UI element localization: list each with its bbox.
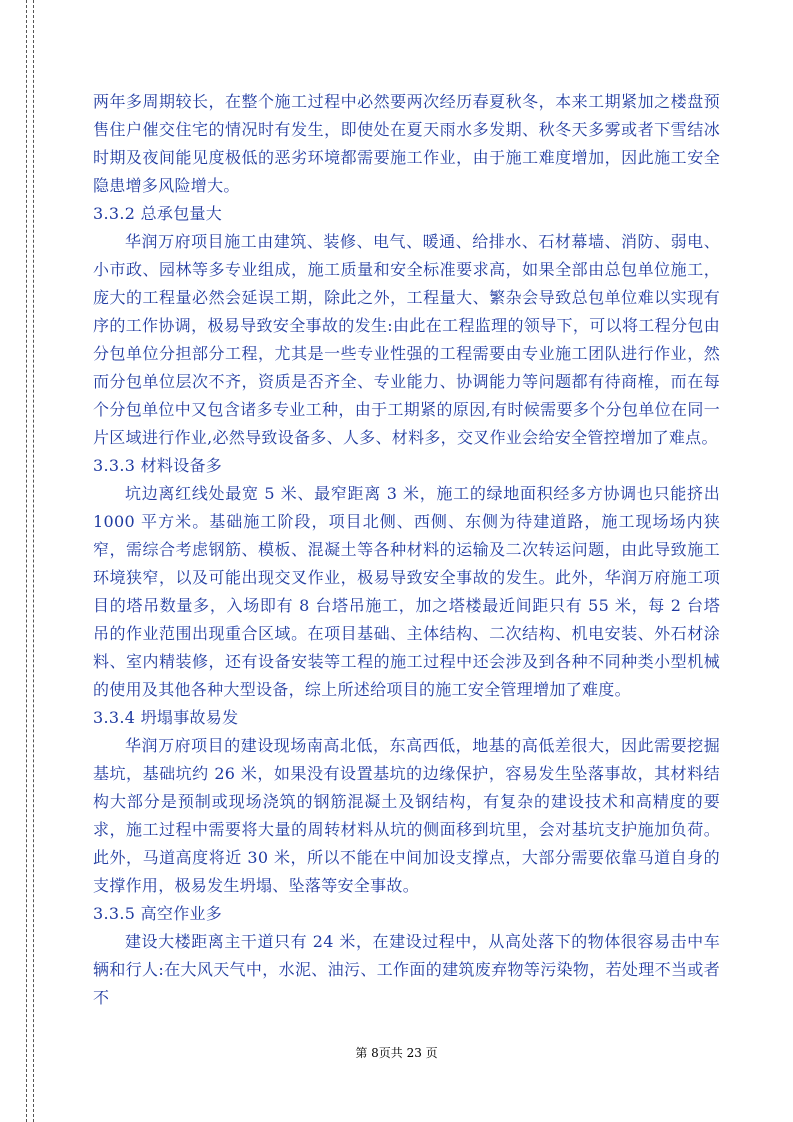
section-heading: 3.3.5 高空作业多 xyxy=(93,904,223,923)
paragraph: 建设大楼距离主干道只有 24 米，在建设过程中，从高处落下的物体很容易击中车辆和行人:在大风天气中，水泥、油污、工作面的建筑废弃物等污染物，若处理不当或者不 xyxy=(93,932,720,1007)
section-heading: 3.3.2 总承包量大 xyxy=(93,204,223,223)
paragraph: 华润万府项目的建设现场南高北低，东高西低，地基的高低差很大，因此需要挖掘基坑，基础坑约 26 米，如果没有设置基坑的边缘保护，容易发生坠落事故，其材料结构大部分是预制或现场浇筑的钢筋混凝土及钢结构，有复杂的建设技术和高精度的要求，施工过程中需要将大量的周转材料从坑的侧面移到坑里，会对基坑支护施加负荷。此外，马道高度将近 30 米，所以不能在中间加设支撑点，大部分需要依靠马道自身的支撑作用，极易发生坍塌、坠落等安全事故。 xyxy=(93,736,720,895)
section-heading: 3.3.3 材料设备多 xyxy=(93,456,223,475)
paragraph: 坑边离红线处最宽 5 米、最窄距离 3 米，施工的绿地面积经多方协调也只能挤出 1000 平方米。基础施工阶段，项目北侧、西侧、东侧为待建道路，施工现场场内狭窄，需综合考虑钢筋、模板、混凝土等各种材料的运输及二次转运问题，由此导致施工环境狭窄，以及可能出现交叉作业，极易导致安全事故的发生。此外，华润万府施工项目的塔吊数量多，入场即有 8 台塔吊施工，加之塔楼最近间距只有 55 米，每 2 台塔吊的作业范围出现重合区域。在项目基础、主体结构、二次结构、机电安装、外石材涂料、室内精装修，还有设备安装等工程的施工过程中还会涉及到各种不同种类小型机械的使用及其他各种大型设备，综上所述给项目的施工安全管理增加了难度。 xyxy=(93,484,720,699)
document-body xyxy=(93,88,720,1012)
page-footer: 第 8页共 23 页 xyxy=(355,1046,438,1060)
binding-line-outer xyxy=(26,0,27,1122)
paragraph: 华润万府项目施工由建筑、装修、电气、暖通、给排水、石材幕墙、消防、弱电、小市政、园林等多专业组成，施工质量和安全标准要求高，如果全部由总包单位施工，庞大的工程量必然会延误工期，除此之外，工程量大、繁杂会导致总包单位难以实现有序的工作协调，极易导致安全事故的发生:由此在工程监理的领导下，可以将工程分包由分包单位分担部分工程，尤其是一些专业性强的工程需要由专业施工团队进行作业，然而分包单位层次不齐，资质是否齐全、专业能力、协调能力等问题都有待商榷，而在每个分包单位中又包含诸多专业工种，由于工期紧的原因,有时候需要多个分包单位在同一片区域进行作业,必然导致设备多、人多、材料多，交叉作业会给安全管控增加了难点。 xyxy=(93,232,720,447)
section-heading: 3.3.4 坍塌事故易发 xyxy=(93,708,239,727)
paragraph: 两年多周期较长，在整个施工过程中必然要两次经历春夏秋冬，本来工期紧加之楼盘预售住户催交住宅的情况时有发生，即使处在夏天雨水多发期、秋冬天多雾或者下雪结冰时期及夜间能见度极低的恶劣环境都需要施工作业，由于施工难度增加，因此施工安全隐患增多风险增大。 xyxy=(93,92,720,195)
binding-line-inner xyxy=(33,0,34,1122)
